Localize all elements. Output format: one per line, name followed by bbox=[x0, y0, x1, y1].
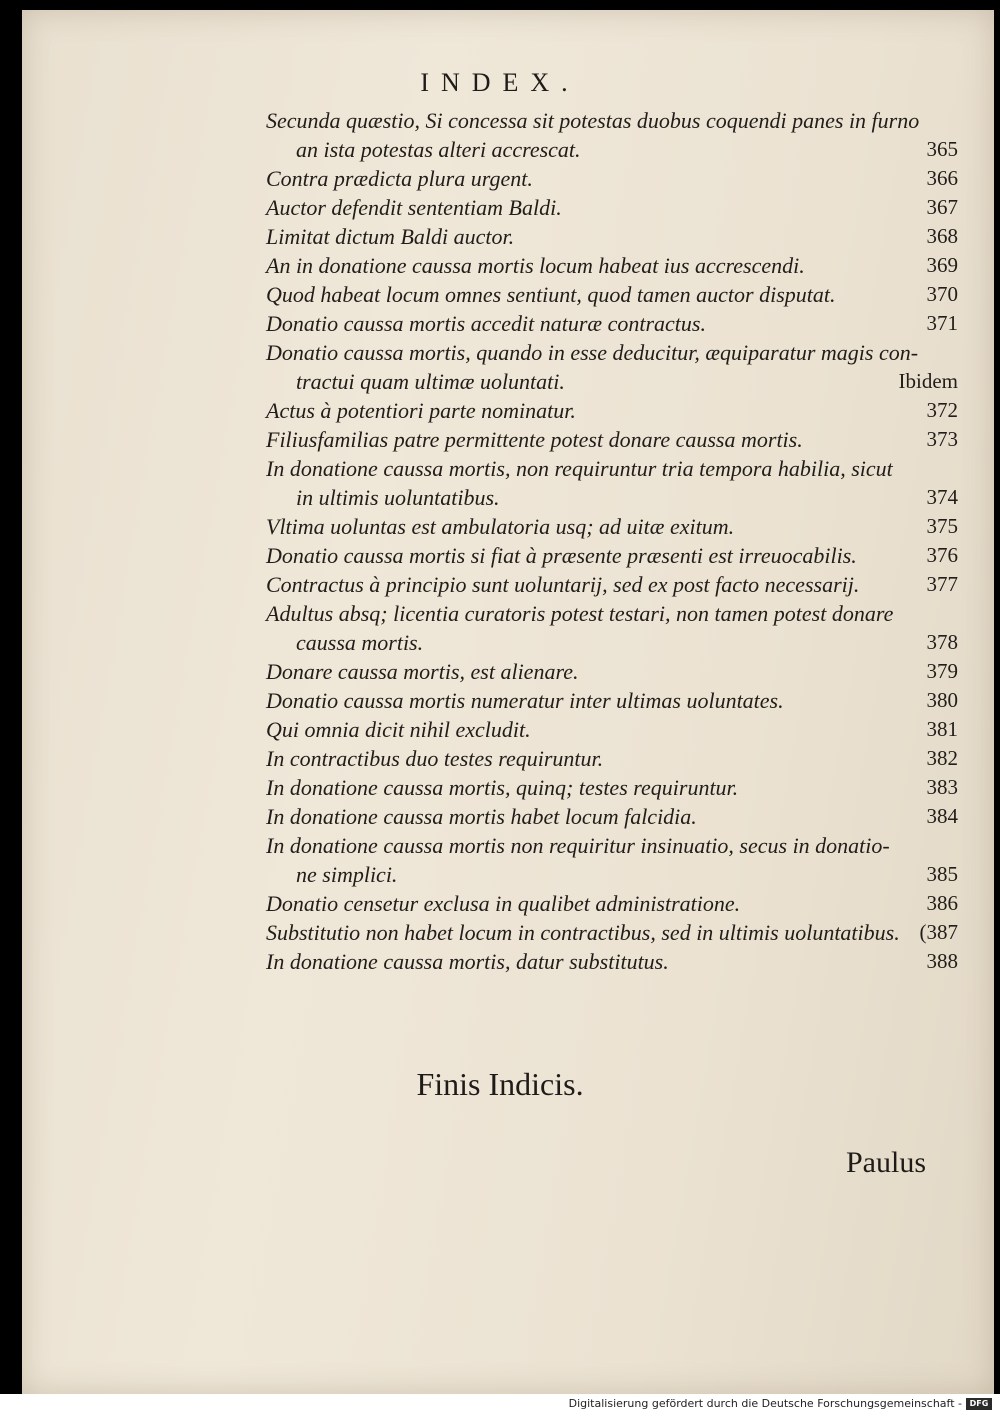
entry-page-number: 386 bbox=[926, 891, 958, 915]
index-entry bbox=[266, 686, 966, 715]
entry-page-number: 378 bbox=[926, 630, 958, 654]
finis-indicis: Finis Indicis. bbox=[416, 1066, 584, 1102]
entry-page-number: (387 bbox=[919, 920, 958, 944]
entry-text: ne simplici. bbox=[296, 862, 398, 887]
entry-text: Contractus à principio sunt uoluntarij, sed ex post facto necessarij. bbox=[266, 572, 860, 597]
index-entry bbox=[266, 570, 966, 599]
entry-text: Adultus absq; licentia curatoris potest testari, non tamen potest donare bbox=[266, 601, 894, 626]
index-entry bbox=[266, 715, 966, 744]
entry-text: an ista potestas alteri accrescat. bbox=[296, 137, 581, 162]
index-entry bbox=[266, 889, 966, 918]
entry-page-number: 373 bbox=[926, 427, 958, 451]
entry-page-number: 377 bbox=[926, 572, 958, 596]
index-entry bbox=[266, 512, 966, 541]
entry-text: Donare caussa mortis, est alienare. bbox=[266, 659, 579, 684]
index-entry bbox=[266, 106, 966, 164]
index-entry bbox=[266, 280, 966, 309]
entry-text: Vltima uoluntas est ambulatoria usq; ad uitæ exitum. bbox=[266, 514, 735, 539]
entry-text: Secunda quæstio, Si concessa sit potestas duobus coquendi panes in furno bbox=[266, 108, 920, 133]
entry-page-number: 376 bbox=[926, 543, 958, 567]
entry-page-number: 385 bbox=[926, 862, 958, 886]
entry-text: In contractibus duo testes requiruntur. bbox=[266, 746, 604, 771]
entry-page-number: 383 bbox=[926, 775, 958, 799]
index-entry bbox=[266, 773, 966, 802]
entry-text: Donatio caussa mortis accedit naturæ contractus. bbox=[266, 311, 706, 336]
catchword: Paulus bbox=[846, 1146, 927, 1179]
index-entries bbox=[266, 106, 966, 976]
index-entry bbox=[266, 425, 966, 454]
entry-text: Qui omnia dicit nihil excludit. bbox=[266, 717, 531, 742]
entry-page-number: 366 bbox=[926, 166, 958, 190]
entry-page-number: 370 bbox=[926, 282, 958, 306]
entry-page-number: 365 bbox=[926, 137, 958, 161]
entry-page-number: Ibidem bbox=[898, 369, 958, 393]
credit-bar bbox=[0, 1394, 1000, 1417]
index-entry bbox=[266, 251, 966, 280]
entry-text: In donatione caussa mortis non requiritur insinuatio, secus in donatio- bbox=[266, 833, 890, 858]
entry-text: An in donatione caussa mortis locum habeat ius accrescendi. bbox=[266, 253, 805, 278]
entry-text: Filiusfamilias patre permittente potest donare caussa mortis. bbox=[266, 427, 803, 452]
index-entry bbox=[266, 831, 966, 889]
index-entry bbox=[266, 599, 966, 657]
entry-page-number: 384 bbox=[926, 804, 958, 828]
index-entry bbox=[266, 947, 966, 976]
entry-page-number: 381 bbox=[926, 717, 958, 741]
entry-page-number: 388 bbox=[926, 949, 958, 973]
entry-page-number: 375 bbox=[926, 514, 958, 538]
entry-text: Donatio caussa mortis, quando in esse deducitur, æquiparatur magis con- bbox=[266, 340, 919, 365]
entry-page-number: 368 bbox=[926, 224, 958, 248]
entry-page-number: 367 bbox=[926, 195, 958, 219]
index-entry bbox=[266, 193, 966, 222]
index-entry bbox=[266, 309, 966, 338]
entry-text: in ultimis uoluntatibus. bbox=[296, 485, 500, 510]
index-entry bbox=[266, 396, 966, 425]
index-entry bbox=[266, 918, 966, 947]
index-entry bbox=[266, 338, 966, 396]
entry-text: Donatio caussa mortis numeratur inter ultimas uoluntates. bbox=[266, 688, 784, 713]
entry-text: In donatione caussa mortis habet locum falcidia. bbox=[266, 804, 697, 829]
index-entry bbox=[266, 744, 966, 773]
page-header: INDEX. bbox=[420, 68, 580, 97]
credit-text: Digitalisierung gefördert durch die Deutsche Forschungsgemeinschaft - bbox=[568, 1397, 962, 1410]
credit-line bbox=[569, 1397, 992, 1410]
index-entry bbox=[266, 222, 966, 251]
entry-text: Auctor defendit sententiam Baldi. bbox=[266, 195, 562, 220]
entry-text: Limitat dictum Baldi auctor. bbox=[266, 224, 515, 249]
entry-text: Donatio caussa mortis si fiat à præsente præsenti est irreuocabilis. bbox=[266, 543, 857, 568]
entry-text: In donatione caussa mortis, datur substitutus. bbox=[266, 949, 669, 974]
entry-page-number: 372 bbox=[926, 398, 958, 422]
entry-page-number: 369 bbox=[926, 253, 958, 277]
entry-text: In donatione caussa mortis, non requiruntur tria tempora habilia, sicut bbox=[266, 456, 893, 481]
entry-page-number: 379 bbox=[926, 659, 958, 683]
index-entry bbox=[266, 657, 966, 686]
index-entry bbox=[266, 164, 966, 193]
entry-text: In donatione caussa mortis, quinq; testes requiruntur. bbox=[266, 775, 739, 800]
index-entry bbox=[266, 454, 966, 512]
entry-text: tractui quam ultimæ uoluntati. bbox=[296, 369, 565, 394]
index-entry bbox=[266, 802, 966, 831]
entry-text: Donatio censetur exclusa in qualibet administratione. bbox=[266, 891, 741, 916]
index-entry bbox=[266, 541, 966, 570]
entry-text: Contra prædicta plura urgent. bbox=[266, 166, 533, 191]
entry-text: Quod habeat locum omnes sentiunt, quod tamen auctor disputat. bbox=[266, 282, 836, 307]
entry-page-number: 380 bbox=[926, 688, 958, 712]
entry-page-number: 371 bbox=[926, 311, 958, 335]
entry-text: Substitutio non habet locum in contractibus, sed in ultimis uoluntatibus. bbox=[266, 920, 900, 945]
entry-text: caussa mortis. bbox=[296, 630, 424, 655]
dfg-logo: DFG bbox=[966, 1398, 992, 1410]
entry-page-number: 374 bbox=[926, 485, 958, 509]
entry-page-number: 382 bbox=[926, 746, 958, 770]
entry-text: Actus à potentiori parte nominatur. bbox=[266, 398, 576, 423]
